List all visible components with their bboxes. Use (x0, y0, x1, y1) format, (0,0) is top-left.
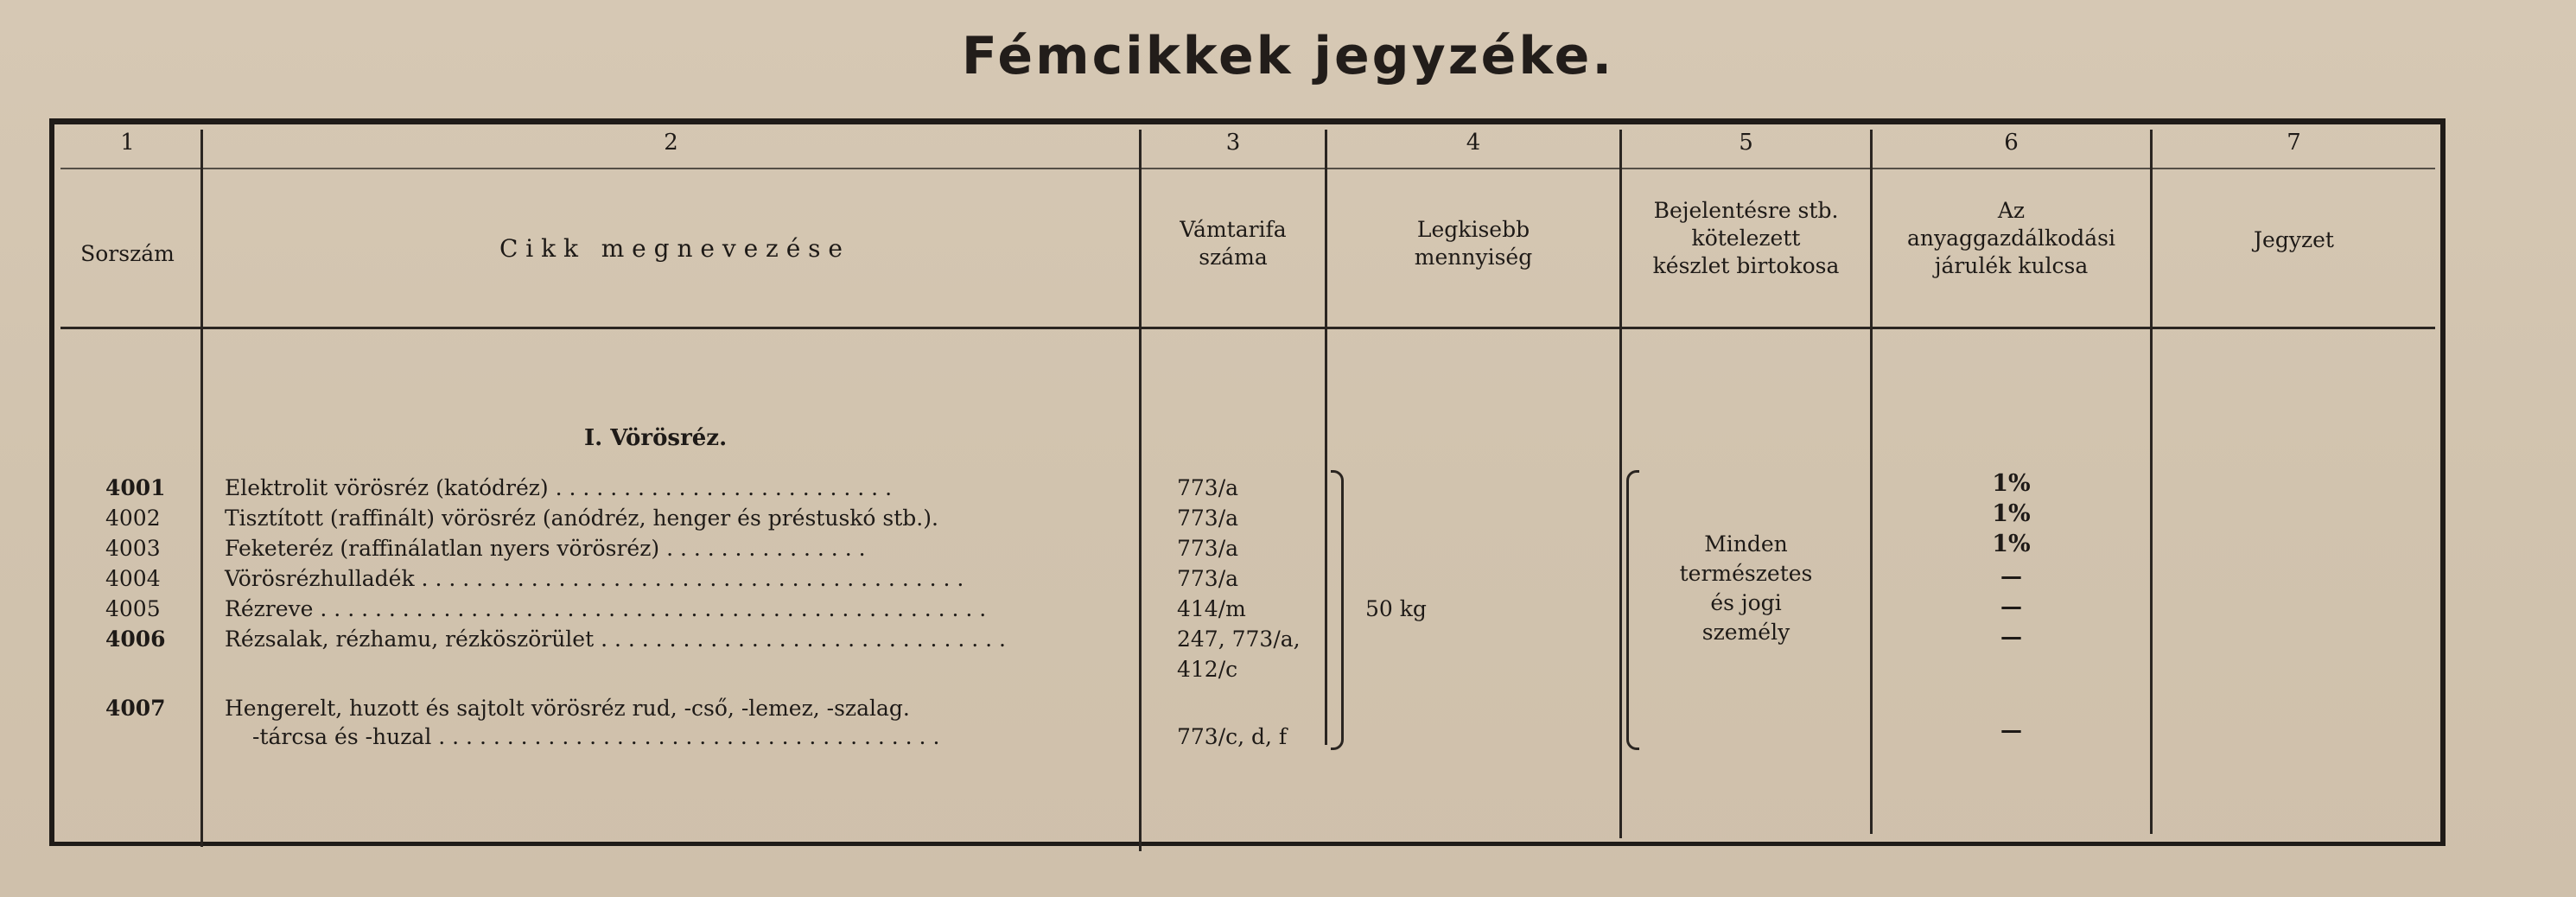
dot-leader: . . . . . . . . . . . . . . . . . . . . . . . . . (548, 475, 893, 500)
rate: 1% (1992, 500, 2031, 527)
document-title: Fémcikkek jegyzéke. (961, 26, 1615, 86)
item-name-text: Rézsalak, rézhamu, rézköszörület (225, 627, 595, 652)
dot-leader: . . . . . . . . . . . . . . . . . . . . . . . . . . . . . . . . . . . . . . . . . . . . . . . . . (313, 596, 987, 621)
rate: 1% (1992, 470, 2031, 497)
holder-line: és jogi (1710, 590, 1782, 615)
row-number: 4007 (105, 696, 166, 721)
dot-leader: . . . . . . . . . . . . . . . . . . . . . . . . . . . . . . . . . . . . . (431, 724, 940, 749)
column-number: 2 (664, 130, 678, 156)
row-number: 4003 (105, 536, 161, 561)
item-name: Hengerelt, huzott és sajtolt vörösréz rud, -cső, -lemez, -szalag. (225, 696, 910, 721)
tariff-number: 773/c, d, f (1177, 724, 1288, 749)
tariff-number: 247, 773/a, (1177, 627, 1301, 652)
quantity-brace (1331, 470, 1344, 750)
tariff-number: 773/a (1177, 475, 1239, 500)
row-number: 4001 (105, 475, 166, 500)
header-jarulek-kulcsa (1873, 197, 2150, 280)
tariff-number: 412/c (1177, 657, 1238, 682)
rate: — (2000, 717, 2022, 742)
tariff-number: 414/m (1177, 596, 1246, 621)
item-name-text: Feketeréz (raffinálatlan nyers vörösréz) (225, 536, 660, 561)
row-number: 4004 (105, 566, 161, 591)
holder-text (1622, 530, 1870, 647)
header-line: mennyiség (1414, 245, 1533, 270)
header-line: járulék kulcsa (1934, 253, 2089, 278)
item-name-text: Rézreve (225, 596, 314, 621)
column-number: 5 (1739, 130, 1753, 156)
holder-line: természetes (1679, 561, 1813, 586)
header-line: Az (1997, 198, 2026, 223)
column-number: 4 (1466, 130, 1481, 156)
number-row-rule (60, 168, 2435, 169)
holder-line: személy (1701, 620, 1790, 645)
min-quantity: 50 kg (1365, 596, 1427, 621)
item-name-continued (252, 724, 939, 749)
row-number: 4002 (105, 506, 161, 531)
header-line: kötelezett (1691, 226, 1801, 251)
header-line: Vámtarifa (1180, 217, 1287, 242)
row-number: 4006 (105, 627, 166, 652)
tariff-number: 773/a (1177, 536, 1239, 561)
header-bottom-rule (60, 327, 2435, 329)
header-bejelentesre (1622, 197, 1870, 280)
item-name-text: Elektrolit vörösréz (katódréz) (225, 475, 549, 500)
header-line: száma (1199, 245, 1268, 270)
row-number: 4005 (105, 596, 161, 621)
rate: — (2000, 624, 2022, 649)
header-sorszam: Sorszám (80, 241, 175, 266)
column-number: 1 (120, 130, 135, 156)
header-line: Legkisebb (1416, 217, 1530, 242)
item-name-text: -tárcsa és -huzal (252, 724, 432, 749)
item-name (225, 596, 986, 621)
item-name (225, 627, 1006, 652)
rate: — (2000, 563, 2022, 588)
header-line: Bejelentésre stb. (1653, 198, 1839, 223)
header-vamtarifa (1142, 216, 1325, 271)
column-number: 7 (2287, 130, 2301, 156)
item-name-text: Vörösrézhulladék (225, 566, 415, 591)
header-line: anyaggazdálkodási (1907, 226, 2115, 251)
header-jegyzet: Jegyzet (2254, 227, 2334, 252)
dot-leader: . . . . . . . . . . . . . . . . . . . . . . . . . . . . . . (594, 627, 1006, 652)
tariff-number: 773/a (1177, 566, 1239, 591)
item-name (225, 536, 866, 561)
rate: 1% (1992, 531, 2031, 557)
item-name (225, 566, 964, 591)
dot-leader: . . . . . . . . . . . . . . . (659, 536, 866, 561)
holder-line: Minden (1704, 531, 1788, 557)
header-line: készlet birtokosa (1652, 253, 1840, 278)
column-number: 3 (1225, 130, 1241, 156)
item-name: Tisztított (raffinált) vörösréz (anódréz, henger és préstuskó stb.). (225, 506, 938, 531)
header-cikk-megnevezese: C i k k m e g n e v e z é s e (499, 234, 843, 263)
column-number: 6 (2004, 130, 2019, 156)
dot-leader: . . . . . . . . . . . . . . . . . . . . . . . . . . . . . . . . . . . . . . . . (414, 566, 964, 591)
section-title: I. Vörösréz. (584, 425, 728, 451)
item-name (225, 475, 892, 500)
tariff-number: 773/a (1177, 506, 1239, 531)
rate: — (2000, 594, 2022, 619)
header-legkisebb-mennyiseg (1327, 216, 1619, 271)
